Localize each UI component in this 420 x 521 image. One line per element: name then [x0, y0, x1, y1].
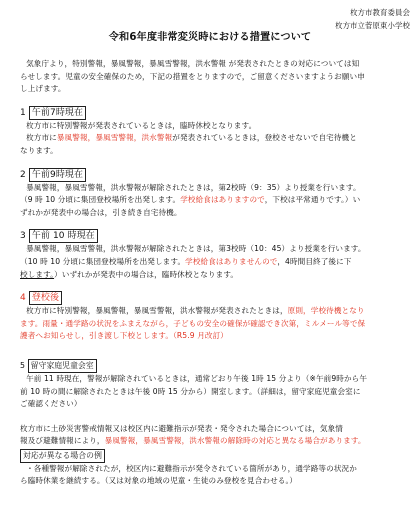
section-3-title: 午前 10 時現在	[29, 229, 98, 243]
section-5-line-3: ご確認ください）	[20, 399, 82, 409]
section-3-line-2	[20, 256, 410, 269]
intro-line-3: し上げます。	[20, 84, 66, 94]
section-5	[20, 359, 410, 411]
section-2-number: 2	[20, 169, 26, 180]
section-1-heading	[20, 106, 410, 120]
sender-block	[335, 6, 410, 32]
section-5-title: 留守家庭児童会室	[28, 359, 97, 373]
note-line-3: ・各種警報が解除されたが，校区内に避難指示が発令されている箇所があり，通学路等の状況か	[26, 463, 357, 473]
section-4-line-1-highlight: 原則，学校待機となり	[287, 306, 365, 316]
section-5-heading	[20, 359, 410, 373]
section-3-line-2-tail: ，4時間目終了後に下	[277, 256, 352, 266]
section-1-line-2-text: 枚方市に	[26, 133, 57, 143]
section-1-line-2	[20, 132, 410, 145]
section-4	[20, 291, 410, 343]
section-2-line-2-text: （9 時 10 分頃に集団登校場所を出発します。	[20, 195, 181, 205]
section-4-number: 4	[20, 293, 26, 304]
section-3-heading	[20, 229, 410, 243]
section-3-line-3-tail: ）いずれかが発表中の場合は，臨時休校となります。	[54, 269, 239, 279]
section-1	[20, 106, 410, 158]
section-2	[20, 168, 410, 220]
section-3-line-2-text: （10 時 10 分頃に集団登校場所を出発します。	[20, 256, 186, 266]
section-5-line-2: 前 10 時の間に解除されたときは午後 0時 15 分から）開室します。（詳細は，留守家庭児童会室に	[20, 386, 361, 396]
note-line-2-text: 報及び避難情報により，	[20, 436, 105, 446]
intro-paragraph	[20, 58, 410, 96]
intro-line-1: 気象庁より，特別警報，暴風警報，暴風雪警報，洪水警報 が発表されたときの対応については知	[26, 59, 360, 68]
section-1-line-2-tail: が発表されているときは，登校させないで自宅待機と	[172, 133, 357, 143]
note-line-1: 枚方市に土砂災害警戒情報又は校区内に避難指示が発表・発令された場合については，気象情	[20, 423, 343, 433]
section-3-number: 3	[20, 231, 26, 242]
section-2-line-2-tail: ，下校は平常通りです。）い	[264, 195, 361, 205]
section-3-line-3	[20, 269, 410, 282]
note-heading: 対応が異なる場合の例	[20, 449, 105, 463]
section-4-line-1-text: 枚方市に特別警報，暴風警報，暴風雪警報，洪水警報が発表されたときは，	[26, 306, 288, 316]
note-section	[20, 423, 410, 488]
section-3-line-3-underlined: 校します。	[20, 269, 55, 279]
note-line-2	[20, 435, 410, 448]
section-1-number: 1	[20, 107, 26, 118]
section-4-line-3: 護者へお知らせし，引き渡し下校とします。（R5.9 月改訂）	[20, 331, 228, 341]
page-title: 令和6年度非常変災時における措置について	[108, 32, 312, 43]
intro-line-2: らせします。児童の安全確保のため，下記の措置をとりますので，ご留意くださいますようお願い申	[20, 71, 365, 81]
section-1-title: 午前7時現在	[29, 106, 86, 120]
note-heading-wrap	[20, 449, 410, 463]
section-3-line-1: 暴風警報，暴風雪警報，洪水警報が解除されたときは，第3校時（10：45）より授業を行います。	[26, 244, 366, 254]
section-4-line-1	[20, 305, 410, 318]
section-3	[20, 229, 410, 281]
section-3-line-2-highlight: 学校給食はありませんので	[185, 256, 278, 266]
sender-line-1: 枚方市教育委員会	[350, 8, 410, 17]
notice-body	[20, 58, 410, 488]
section-2-heading	[20, 168, 410, 182]
section-1-line-1: 枚方市に特別警報が発表されているときは，臨時休校となります。	[26, 120, 257, 130]
section-5-line-1: 午前 11 時現在，警報が解除されているときは，通常どおり午後 1時 15 分より（※午前9時から午	[26, 373, 368, 383]
section-1-line-3: なります。	[20, 145, 58, 155]
section-2-line-1: 暴風警報，暴風雪警報，洪水警報が解除されたときは，第2校時（9：35）より授業を行います。	[26, 182, 361, 192]
section-4-heading	[20, 291, 410, 305]
section-5-number: 5	[20, 360, 26, 370]
section-2-line-3: ずれかが発表中の場合は，引き続き自宅待機。	[20, 207, 182, 217]
section-2-line-2-highlight: 学校給食はありますので	[180, 195, 265, 205]
note-line-2-highlight: 暴風警報，暴風雪警報，洪水警報の解除時の対応と異なる場合があります。	[104, 436, 366, 446]
section-4-line-2: ます。雨量・通学路の状況をふまえながら，子どもの安全の確保が確認でき次第，ミルメール等で保	[20, 318, 366, 328]
section-2-title: 午前9時現在	[29, 168, 86, 182]
section-1-line-2-highlight: 暴風警報，暴風雪警報，洪水警報	[56, 133, 173, 143]
note-line-4: ら臨時休業を継続する。（又は対象の地域の児童・生徒のみ登校を見合わせる。）	[20, 476, 298, 486]
section-4-title: 登校後	[29, 291, 62, 305]
sender-line-2: 枚方市立菅原東小学校	[335, 21, 410, 30]
section-2-line-2	[20, 194, 410, 207]
